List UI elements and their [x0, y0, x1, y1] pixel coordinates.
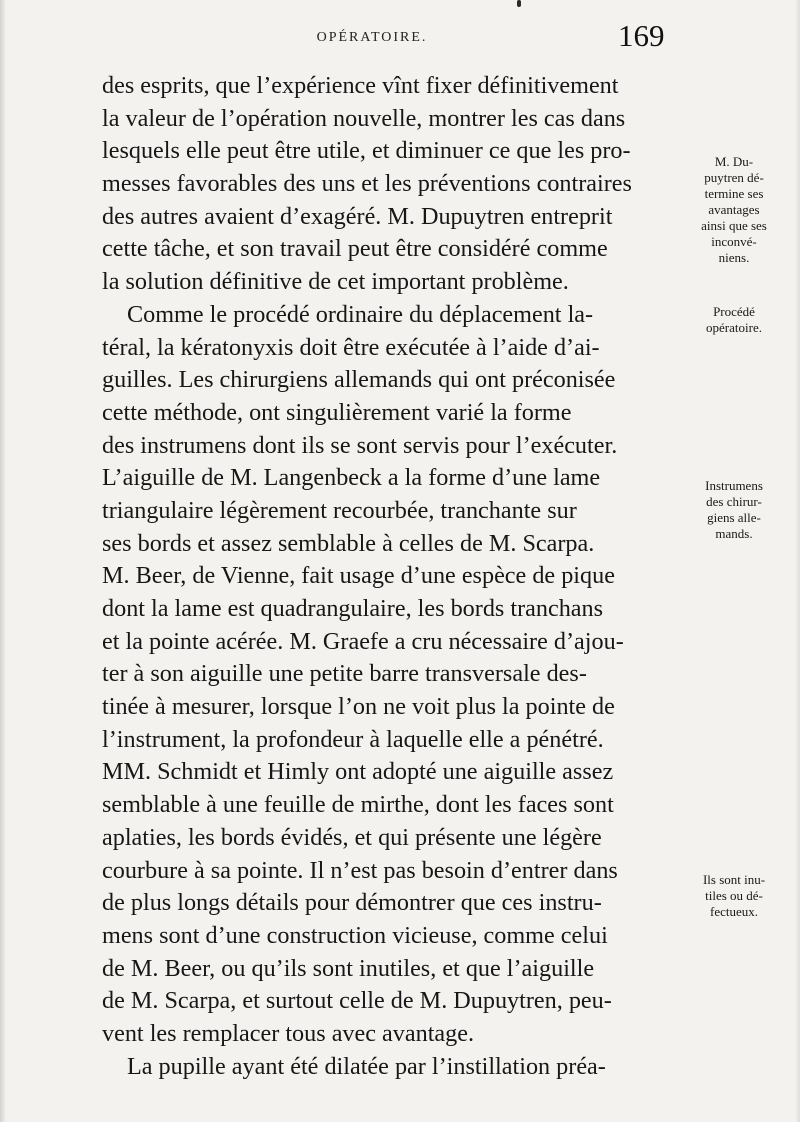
text-line: mens sont d’une construction vicieuse, comme celui	[102, 921, 608, 949]
left-page-edge-shadow	[0, 0, 6, 1122]
text-line: de plus longs détails pour démontrer que ces instru-	[102, 889, 602, 917]
text-line: et la pointe acérée. M. Graefe a cru nécessaire d’ajou-	[102, 627, 624, 655]
margin-note-line: mands.	[715, 526, 753, 541]
margin-note-procedure	[676, 304, 792, 336]
margin-note-dupuytren	[676, 154, 792, 266]
text-line: de M. Beer, ou qu’ils sont inutiles, et que l’aiguille	[102, 954, 595, 982]
paragraph-start-line: La pupille ayant été dilatée par l’instillation préa-	[127, 1052, 606, 1080]
margin-note-line: des chirur-	[706, 494, 762, 509]
margin-note-line: tiles ou dé-	[705, 888, 763, 903]
running-header-title: OPÉRATOIRE.	[316, 30, 428, 45]
margin-note-line: niens.	[718, 250, 750, 265]
text-line: semblable à une feuille de mirthe, dont les faces sont	[102, 791, 614, 819]
text-line: courbure à sa pointe. Il n’est pas besoin d’entrer dans	[102, 856, 618, 884]
text-line: ter à son aiguille une petite barre transversale des-	[102, 660, 587, 688]
text-line: vent les remplacer tous avec avantage.	[102, 1019, 475, 1047]
text-line: lesquels elle peut être utile, et diminuer ce que les pro-	[102, 137, 631, 165]
text-line: cette méthode, ont singulièrement varié la forme	[102, 398, 572, 426]
text-line: aplaties, les bords évidés, et qui présente une légère	[102, 823, 602, 851]
text-line: des instrumens dont ils se sont servis pour l’exécuter.	[102, 431, 618, 459]
text-line: de M. Scarpa, et surtout celle de M. Dupuytren, peu-	[102, 987, 612, 1015]
text-line: des esprits, que l’expérience vînt fixer définitivement	[102, 72, 619, 99]
text-line: des autres avaient d’exagéré. M. Dupuytren entreprit	[102, 202, 613, 230]
text-line: messes favorables des uns et les préventions contraires	[102, 170, 632, 198]
margin-note-line: Instrumens	[705, 478, 763, 493]
text-line: la valeur de l’opération nouvelle, montrer les cas dans	[102, 104, 626, 132]
margin-note-line: avantages	[708, 202, 760, 217]
text-line: triangulaire légèrement recourbée, tranchante sur	[102, 496, 577, 524]
text-line: ses bords et assez semblable à celles de M. Scarpa.	[102, 529, 595, 557]
text-line: cette tâche, et son travail peut être considéré comme	[102, 235, 608, 263]
margin-note-line: M. Du-	[714, 154, 754, 169]
text-line: tinée à mesurer, lorsque l’on ne voit plus la pointe de	[102, 693, 615, 721]
margin-note-line: inconvé-	[711, 234, 757, 249]
text-line: la solution définitive de cet important problème.	[102, 268, 569, 296]
page-number: 169	[618, 18, 665, 53]
margin-note-line: puytren dé-	[704, 170, 764, 185]
margin-note-defective	[676, 872, 792, 920]
right-page-edge-shadow	[795, 0, 800, 1122]
text-line: téral, la kératonyxis doit être exécutée à l’aide d’ai-	[102, 333, 600, 361]
top-ink-mark	[517, 0, 521, 7]
text-line: dont la lame est quadrangulaire, les bords tranchans	[102, 595, 604, 622]
text-line: guilles. Les chirurgiens allemands qui ont préconisée	[102, 366, 616, 394]
margin-note-line: fectueux.	[709, 904, 758, 919]
text-line: l’instrument, la profondeur à laquelle elle a pénétré.	[102, 725, 604, 753]
text-line: MM. Schmidt et Himly ont adopté une aiguille assez	[102, 758, 614, 786]
text-line: L’aiguille de M. Langenbeck a la forme d’une lame	[102, 464, 601, 492]
margin-note-line: opératoire.	[706, 320, 762, 335]
margin-note-line: Ils sont inu-	[702, 872, 766, 887]
paragraph-start-line: Comme le procédé ordinaire du déplacement la-	[127, 300, 594, 328]
margin-note-instruments	[676, 478, 792, 542]
margin-note-line: Procédé	[713, 304, 755, 319]
main-text-block	[102, 70, 667, 1083]
margin-note-line: termine ses	[704, 186, 764, 201]
text-line: M. Beer, de Vienne, fait usage d’une espèce de pique	[102, 562, 615, 590]
margin-note-line: ainsi que ses	[701, 218, 767, 233]
margin-note-line: giens alle-	[707, 510, 761, 525]
